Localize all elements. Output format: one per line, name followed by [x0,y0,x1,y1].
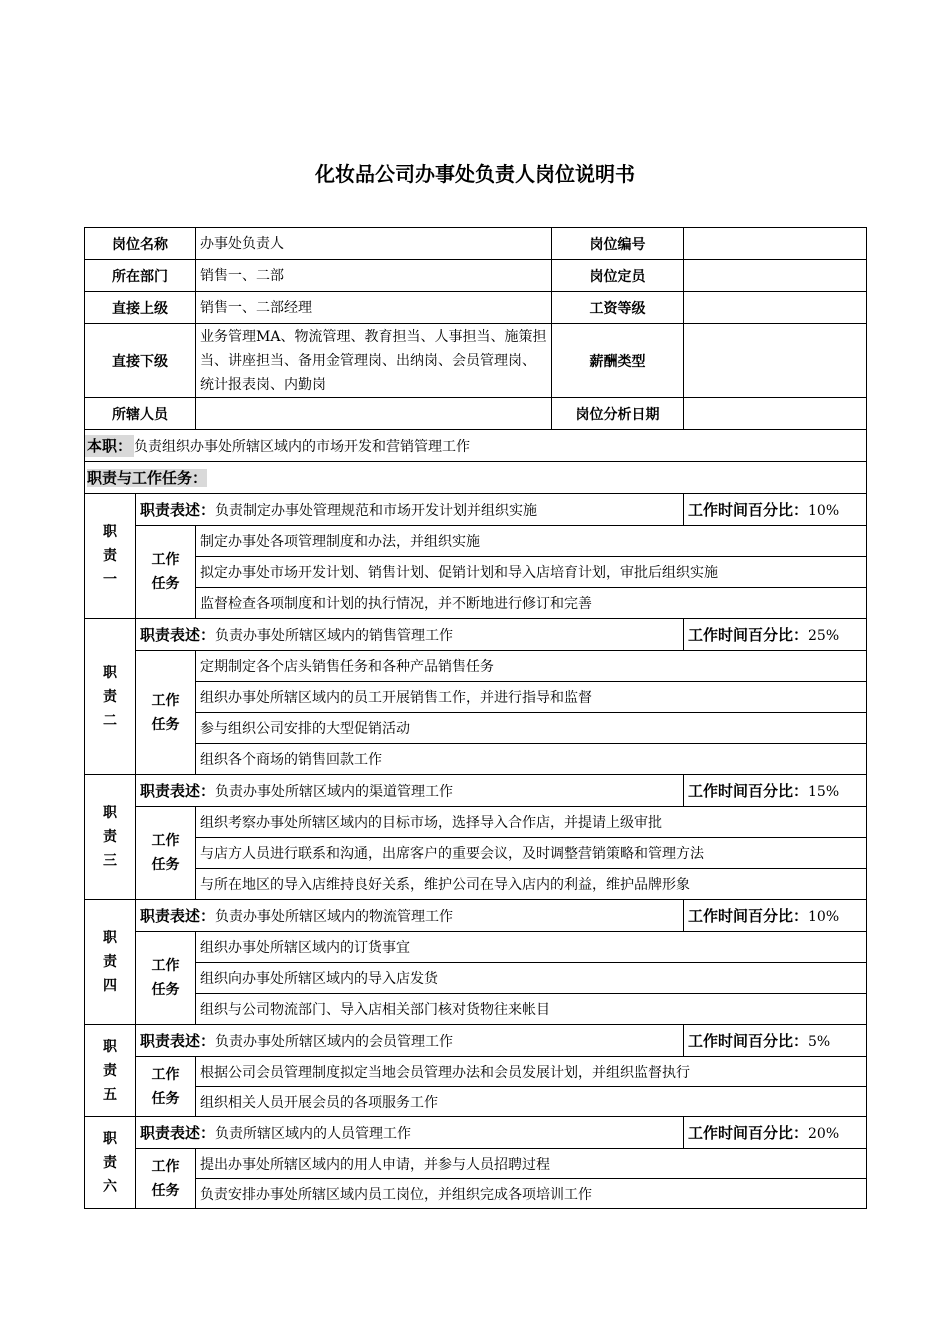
duty-name [85,619,136,775]
duty-name-char: 责 [103,1154,117,1171]
duty-name-char: 四 [103,978,117,994]
task-row [85,994,867,1025]
duty-summary-text: 负责组织办事处所辖区域内的市场开发和营销管理工作 [134,439,471,455]
duty-name-char: 职 [103,805,117,821]
duty-desc [136,619,684,651]
task-label [136,651,196,775]
task-label-line: 工作 [151,552,180,568]
duty-name [85,1117,136,1209]
staff-value [196,398,552,430]
duty-name-char: 二 [103,712,117,729]
task-label-line: 任务 [151,576,180,592]
pay-type-value [684,324,867,398]
task-label-line: 任务 [151,982,180,998]
duty-desc-label: 职责表述： [140,626,216,644]
duty-name-char: 职 [103,1038,117,1055]
duty-pct-value: 5% [808,1034,831,1050]
task-row [85,682,867,713]
duty-pct [684,775,867,807]
duty-pct-label: 工作时间百分比： [688,626,809,644]
duty-name-char: 责 [103,688,117,705]
analysis-date-label: 岗位分析日期 [552,398,684,430]
task-row [85,1179,867,1209]
duty-row [85,900,867,932]
duty-name [85,775,136,900]
task-row [85,713,867,744]
duty-pct-label: 工作时间百分比： [688,501,809,519]
task-label-line: 任务 [151,857,180,873]
duty-desc-label: 职责表述： [140,782,216,800]
duty-pct-label: 工作时间百分比： [688,1032,809,1050]
duty-name-char: 一 [103,572,117,588]
duty-pct [684,1025,867,1057]
superior-value: 销售一、二部经理 [196,292,552,324]
duty-name [85,494,136,619]
duty-pct-label: 工作时间百分比： [688,1124,809,1142]
task-text: 组织各个商场的销售回款工作 [196,744,867,775]
duty-pct-value: 20% [808,1126,840,1142]
task-text: 监督检查各项制度和计划的执行情况，并不断地进行修订和完善 [196,588,867,619]
duty-name-char: 责 [103,954,117,970]
duty-desc-text: 负责办事处所辖区域内的渠道管理工作 [215,784,454,800]
task-text: 组织与公司物流部门、导入店相关部门核对货物往来帐目 [196,994,867,1025]
position-code-value [684,228,867,260]
task-label [136,1057,196,1117]
task-row [85,932,867,963]
headcount-value [684,260,867,292]
duty-pct [684,900,867,932]
duty-pct-label: 工作时间百分比： [688,782,809,800]
task-text: 组织向办事处所辖区域内的导入店发货 [196,963,867,994]
duty-row [85,494,867,526]
duty-name-char: 五 [103,1086,117,1103]
page-title: 化妆品公司办事处负责人岗位说明书 [315,162,635,186]
task-text: 定期制定各个店头销售任务和各种产品销售任务 [196,651,867,682]
duty-name-char: 职 [103,524,117,540]
duty-row [85,1117,867,1149]
task-label-line: 工作 [151,1158,180,1175]
job-description-table [84,227,867,1209]
duty-name-char: 六 [103,1178,117,1195]
task-row [85,963,867,994]
task-label-line: 工作 [151,833,180,849]
task-label-line: 任务 [151,1182,180,1199]
duty-desc [136,494,684,526]
subordinate-label: 直接下级 [85,324,196,398]
duty-pct-value: 25% [808,628,840,644]
duty-name [85,900,136,1025]
task-label [136,807,196,900]
duty-pct [684,494,867,526]
task-row [85,526,867,557]
task-row [85,1057,867,1087]
task-text: 与店方人员进行联系和沟通，出席客户的重要会议，及时调整营销策略和管理方法 [196,838,867,869]
duty-desc [136,1025,684,1057]
duty-desc-text: 负责办事处所辖区域内的销售管理工作 [215,628,454,644]
staff-label: 所辖人员 [85,398,196,430]
duty-row [85,1025,867,1057]
position-code-label: 岗位编号 [552,228,684,260]
duty-pct-value: 10% [808,503,840,519]
duty-desc-text: 负责办事处所辖区域内的会员管理工作 [215,1034,454,1050]
pay-type-label: 薪酬类型 [552,324,684,398]
duty-name-char: 职 [103,1130,117,1147]
dept-value: 销售一、二部 [196,260,552,292]
duty-desc-label: 职责表述： [140,1032,216,1050]
task-text: 制定办事处各项管理制度和办法，并组织实施 [196,526,867,557]
task-row [85,557,867,588]
duty-desc-label: 职责表述： [140,907,216,925]
duty-summary-label: 本职： [87,437,133,455]
duty-pct-label: 工作时间百分比： [688,907,809,925]
duty-name-char: 职 [103,664,117,681]
task-label [136,932,196,1025]
duty-desc-label: 职责表述： [140,501,216,519]
task-label-line: 工作 [151,1066,180,1083]
duty-desc [136,775,684,807]
duty-pct [684,1117,867,1149]
task-text: 参与组织公司安排的大型促销活动 [196,713,867,744]
task-row [85,1149,867,1179]
salary-grade-label: 工资等级 [552,292,684,324]
task-text: 负责安排办事处所辖区域内员工岗位，并组织完成各项培训工作 [196,1179,867,1209]
subordinate-value: 业务管理MA、物流管理、教育担当、人事担当、施策担当、讲座担当、备用金管理岗、出纳岗、会员管理岗、统计报表岗、内勤岗 [196,324,552,398]
duties-header-label: 职责与工作任务： [87,469,208,487]
task-row [85,1087,867,1117]
task-label-line: 任务 [151,716,180,733]
task-label [136,526,196,619]
task-row [85,651,867,682]
duty-name [85,1025,136,1117]
position-name-label: 岗位名称 [85,228,196,260]
duty-summary [85,430,867,462]
duty-name-char: 三 [103,853,117,869]
task-text: 与所在地区的导入店维持良好关系，维护公司在导入店内的利益，维护品牌形象 [196,869,867,900]
task-row [85,838,867,869]
duty-desc-text: 负责制定办事处管理规范和市场开发计划并组织实施 [215,503,538,519]
duty-desc-text: 负责办事处所辖区域内的物流管理工作 [215,909,454,925]
task-text: 提出办事处所辖区域内的用人申请，并参与人员招聘过程 [196,1149,867,1179]
duty-desc-label: 职责表述： [140,1124,216,1142]
task-row [85,807,867,838]
task-text: 拟定办事处市场开发计划、销售计划、促销计划和导入店培育计划，审批后组织实施 [196,557,867,588]
duties-header [85,462,867,494]
task-text: 组织办事处所辖区域内的员工开展销售工作，并进行指导和监督 [196,682,867,713]
task-label-line: 工作 [151,958,180,974]
task-row [85,869,867,900]
task-text: 组织考察办事处所辖区域内的目标市场，选择导入合作店，并提请上级审批 [196,807,867,838]
task-text: 根据公司会员管理制度拟定当地会员管理办法和会员发展计划，并组织监督执行 [196,1057,867,1087]
duty-desc [136,1117,684,1149]
task-text: 组织相关人员开展会员的各项服务工作 [196,1087,867,1117]
task-label [136,1149,196,1209]
duty-row [85,619,867,651]
duty-pct [684,619,867,651]
task-row [85,744,867,775]
position-name-value: 办事处负责人 [196,228,552,260]
duty-name-char: 责 [103,1062,117,1079]
duty-name-char: 职 [103,930,117,946]
task-row [85,588,867,619]
dept-label: 所在部门 [85,260,196,292]
salary-grade-value [684,292,867,324]
duty-pct-value: 10% [808,909,840,925]
task-label-line: 工作 [151,692,180,709]
duty-desc-text: 负责所辖区域内的人员管理工作 [215,1126,412,1142]
analysis-date-value [684,398,867,430]
duty-pct-value: 15% [808,784,840,800]
superior-label: 直接上级 [85,292,196,324]
duty-desc [136,900,684,932]
task-text: 组织办事处所辖区域内的订货事宜 [196,932,867,963]
duty-row [85,775,867,807]
duty-name-char: 责 [103,548,117,564]
duty-name-char: 责 [103,829,117,845]
headcount-label: 岗位定员 [552,260,684,292]
task-label-line: 任务 [151,1090,180,1107]
